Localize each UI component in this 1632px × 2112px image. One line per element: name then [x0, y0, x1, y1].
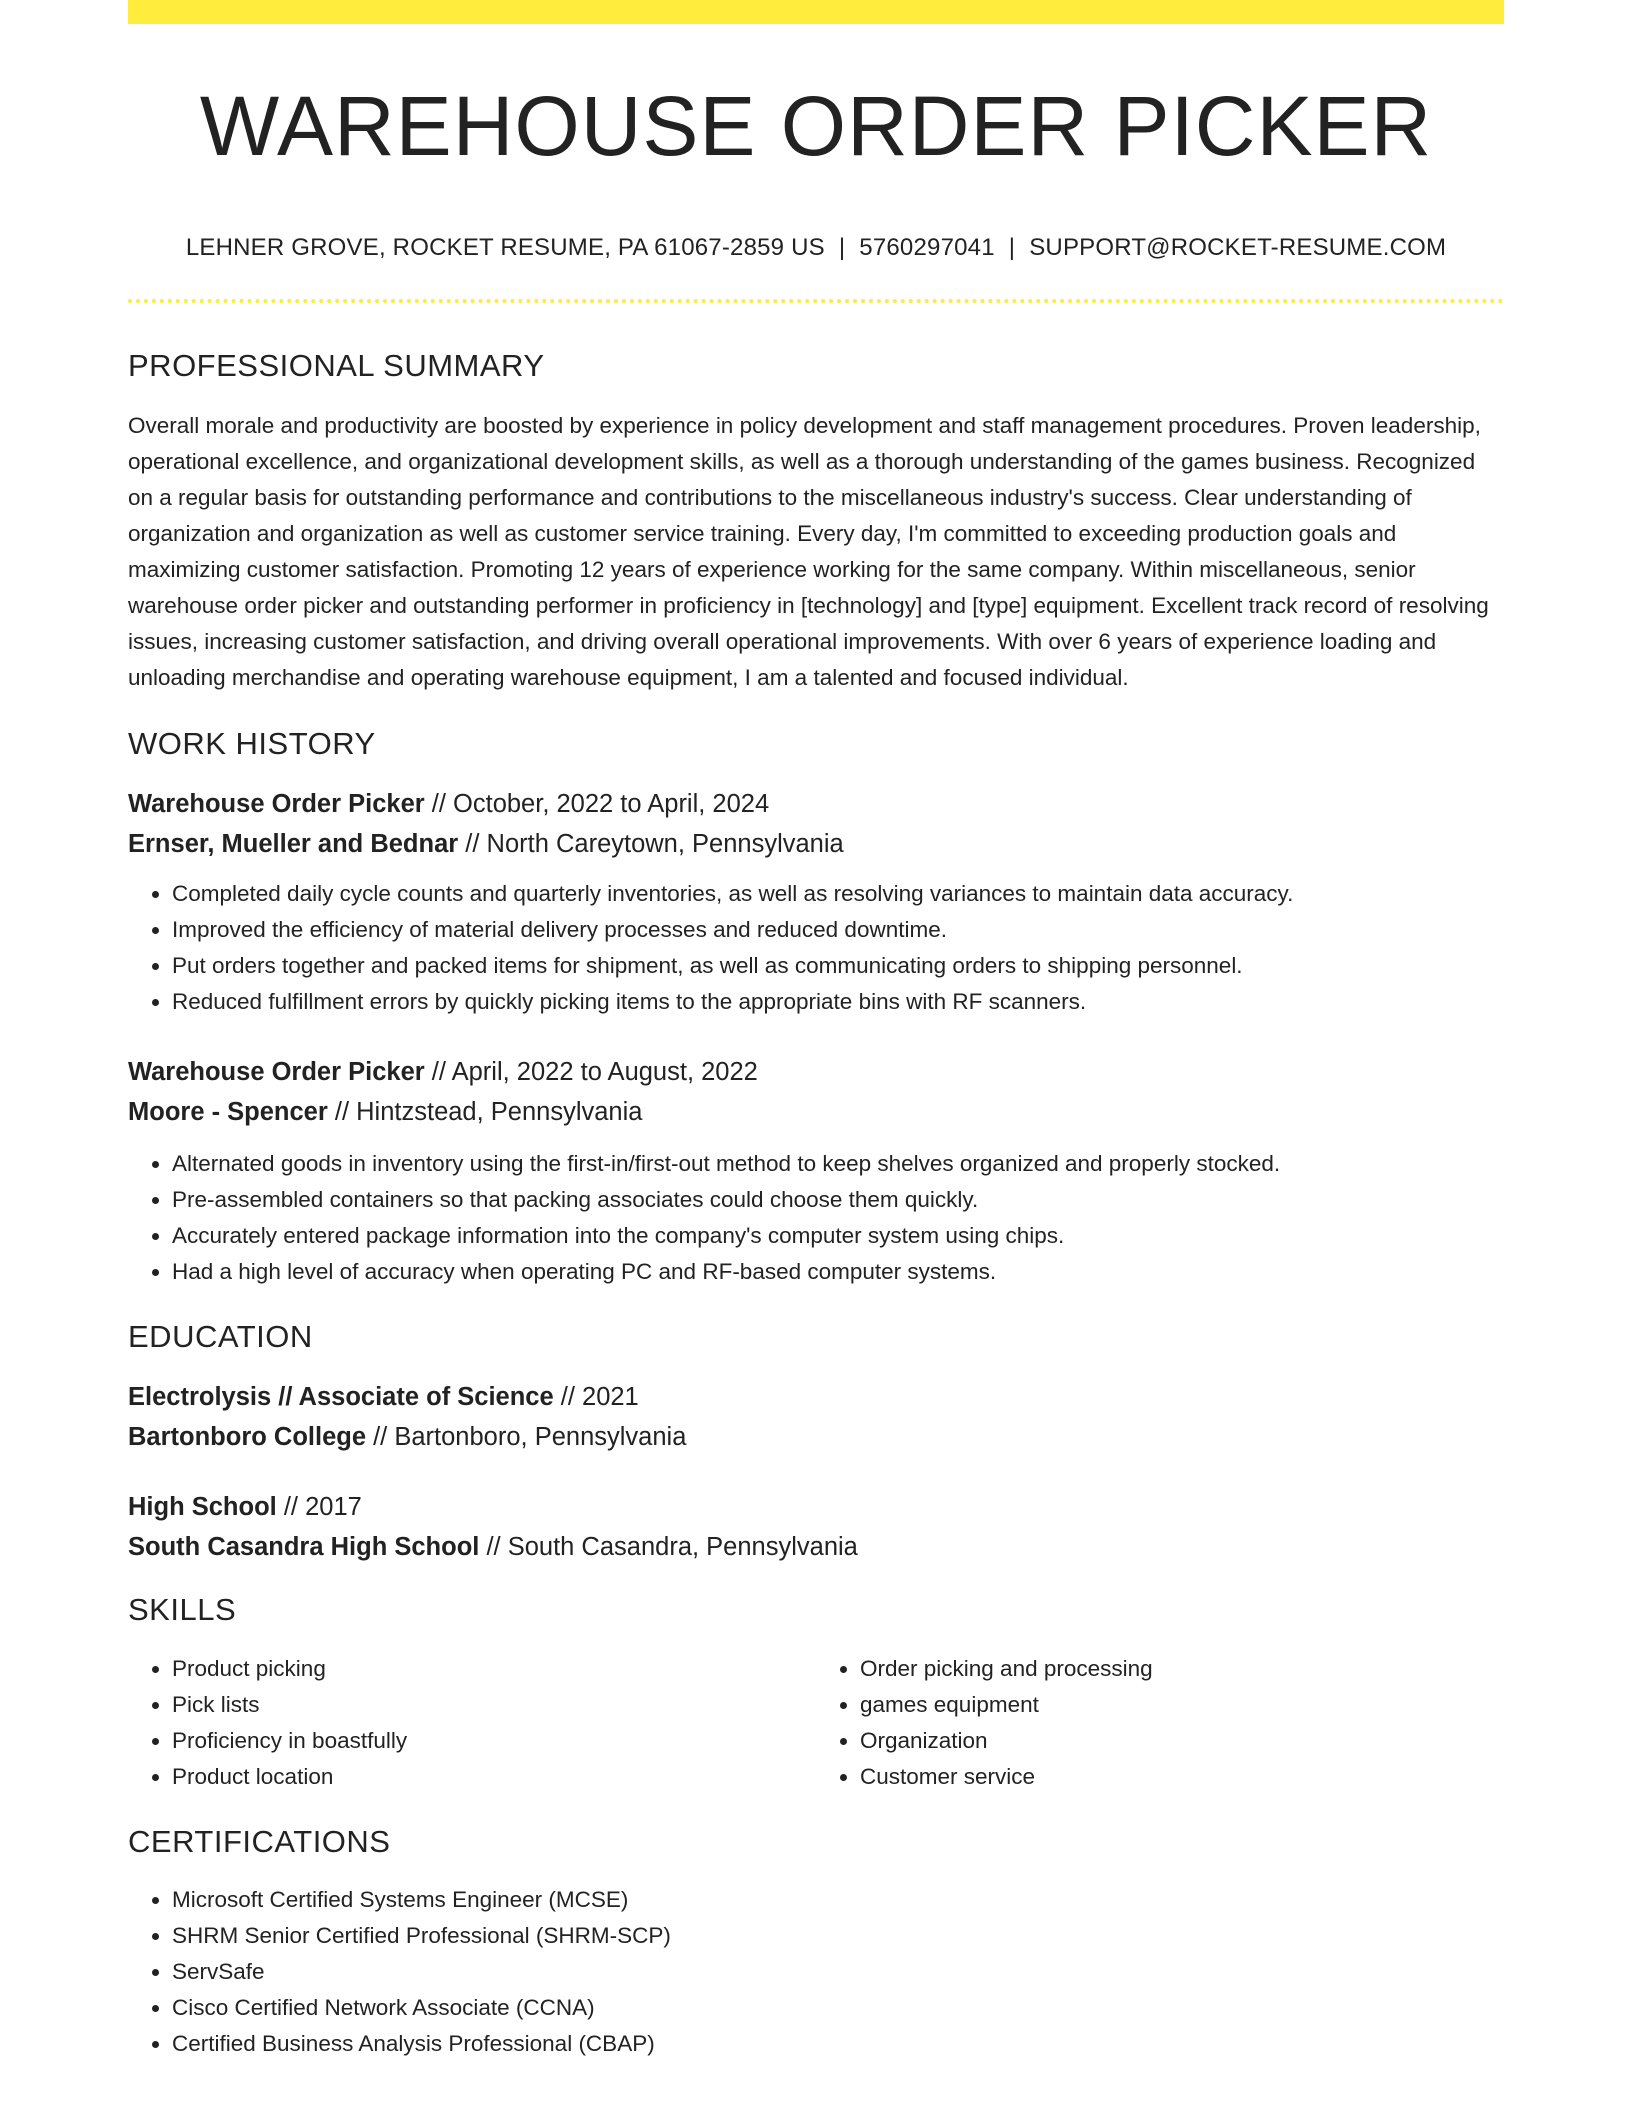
job-role: Warehouse Order Picker	[128, 790, 425, 819]
education-school: Bartonboro College	[128, 1423, 367, 1452]
education-degree-line	[128, 1487, 1504, 1527]
skill-item: • Customer service	[860, 1759, 1504, 1795]
resume-page	[128, 0, 1504, 2062]
summary-heading: PROFESSIONAL SUMMARY	[128, 347, 545, 383]
job-dates: // October, 2022 to April, 2024	[424, 790, 770, 819]
education-degree-line	[128, 1377, 1504, 1417]
skill-item: • Pick lists	[172, 1687, 816, 1723]
contact-line	[128, 234, 1504, 263]
job-bullet: • Put orders together and packed items for shipment, as well as communicating orders to shipping personnel.	[172, 948, 1504, 984]
certification-item: • ServSafe	[172, 1954, 1504, 1990]
education-year: // 2021	[553, 1383, 639, 1412]
job-bullet: • Completed daily cycle counts and quarterly inventories, as well as resolving variances to maintain data accuracy.	[172, 876, 1504, 912]
job-bullet: • Had a high level of accuracy when operating PC and RF-based computer systems.	[172, 1254, 1504, 1290]
job-entry	[128, 1052, 1504, 1290]
education-school-line	[128, 1527, 1504, 1567]
skill-item: • Proficiency in boastfully	[172, 1723, 816, 1759]
education-entry	[128, 1487, 1504, 1567]
job-bullet: • Alternated goods in inventory using the first-in/first-out method to keep shelves organized and properly stocked.	[172, 1146, 1504, 1182]
contact-phone: 5760297041	[859, 234, 995, 261]
skills-heading: SKILLS	[128, 1592, 237, 1628]
job-company: Moore - Spencer	[128, 1098, 328, 1127]
education-school-line	[128, 1417, 1504, 1457]
education-heading: EDUCATION	[128, 1319, 313, 1355]
job-location: // Hintzstead, Pennsylvania	[327, 1098, 643, 1127]
job-bullets	[128, 1146, 1504, 1290]
contact-separator: |	[1008, 234, 1016, 261]
skill-item: • Product picking	[172, 1651, 816, 1687]
certifications-list	[128, 1882, 1504, 2062]
education-school: South Casandra High School	[128, 1533, 480, 1562]
certification-item: • Cisco Certified Network Associate (CCNA)	[172, 1990, 1504, 2026]
skill-item: • games equipment	[860, 1687, 1504, 1723]
job-company-line	[128, 1092, 1504, 1132]
contact-separator: |	[838, 234, 846, 261]
candidate-title: WAREHOUSE ORDER PICKER	[199, 79, 1433, 173]
skill-item: • Order picking and processing	[860, 1651, 1504, 1687]
job-dates: // April, 2022 to August, 2022	[424, 1058, 758, 1087]
job-entry	[128, 784, 1504, 1020]
header-divider	[128, 299, 1504, 303]
job-company-line	[128, 824, 1504, 864]
job-bullet: • Reduced fulfillment errors by quickly picking items to the appropriate bins with RF scanners.	[172, 984, 1504, 1020]
education-location: // South Casandra, Pennsylvania	[479, 1533, 858, 1562]
skill-item: • Organization	[860, 1723, 1504, 1759]
skills-column-left	[128, 1651, 816, 1795]
certification-item: • Microsoft Certified Systems Engineer (MCSE)	[172, 1882, 1504, 1918]
summary-text: Overall morale and productivity are boosted by experience in policy development and staff management procedures. Proven leadership, operational excellence, and organizational development skills, as well as a thorough understanding of the games business. Recognized on a regular basis for outstanding performance and contributions to the miscellaneous industry's success. Clear understanding of organization and organization as well as customer service training. Every day, I'm committed to exceeding production goals and maximizing customer satisfaction. Promoting 12 years of experience working for the same company. Within miscellaneous, senior warehouse order picker and outstanding performer in proficiency in [technology] and [type] equipment. Excellent track record of resolving issues, increasing customer satisfaction, and driving overall operational improvements. With over 6 years of experience loading and unloading merchandise and operating warehouse equipment, I am a talented and focused individual.	[128, 412, 1489, 690]
skill-item: • Product location	[172, 1759, 816, 1795]
certification-item: • SHRM Senior Certified Professional (SHRM-SCP)	[172, 1918, 1504, 1954]
education-degree: Electrolysis // Associate of Science	[128, 1383, 554, 1412]
skills-column-right	[816, 1651, 1504, 1795]
job-bullets	[128, 876, 1504, 1020]
job-location: // North Careytown, Pennsylvania	[458, 830, 844, 859]
education-entry	[128, 1377, 1504, 1457]
work-history-heading: WORK HISTORY	[128, 725, 376, 761]
job-title-line	[128, 784, 1504, 824]
contact-address: LEHNER GROVE, ROCKET RESUME, PA 61067-2859 US	[185, 234, 825, 261]
job-bullet: • Pre-assembled containers so that packing associates could choose them quickly.	[172, 1182, 1504, 1218]
job-bullet: • Improved the efficiency of material delivery processes and reduced downtime.	[172, 912, 1504, 948]
top-accent-bar	[128, 0, 1504, 24]
education-year: // 2017	[276, 1493, 362, 1522]
job-role: Warehouse Order Picker	[128, 1058, 425, 1087]
skills-grid	[128, 1651, 1504, 1795]
job-bullet: • Accurately entered package information into the company's computer system using chips.	[172, 1218, 1504, 1254]
education-location: // Bartonboro, Pennsylvania	[366, 1423, 687, 1452]
certification-item: • Certified Business Analysis Professional (CBAP)	[172, 2026, 1504, 2062]
certifications-heading: CERTIFICATIONS	[128, 1823, 391, 1859]
job-title-line	[128, 1052, 1504, 1092]
job-company: Ernser, Mueller and Bednar	[128, 830, 459, 859]
education-degree: High School	[128, 1493, 277, 1522]
contact-email: SUPPORT@ROCKET-RESUME.COM	[1029, 234, 1447, 261]
